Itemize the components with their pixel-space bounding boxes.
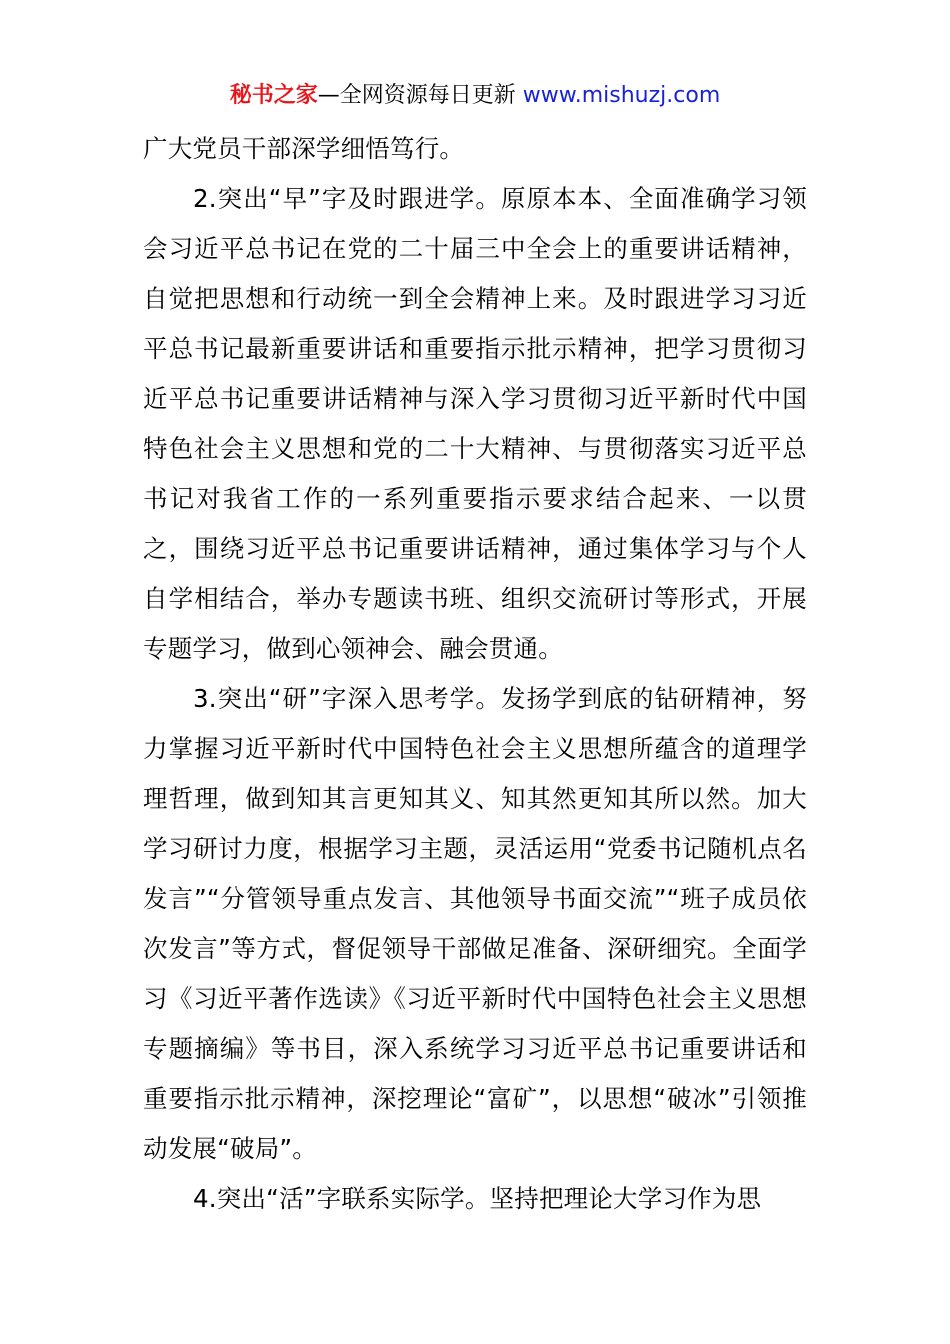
- site-header: [0, 80, 950, 112]
- paragraph-item-4: 4.突出“活”字联系实际学。坚持把理论大学习作为思: [193, 1184, 762, 1213]
- paragraph-continued: 广大党员干部深学细悟笃行。: [143, 134, 465, 163]
- site-url-link[interactable]: www.mishuzj.com: [522, 83, 721, 108]
- paragraph-item-3: 3.突出“研”字深入思考学。发扬学到底的钻研精神，努力掌握习近平新时代中国特色社会主义思想所蕴含的道理学理哲理，做到知其言更知其义、知其然更知其所以然。加大学习研讨力度，根据学习主题，灵活运用“党委书记随机点名发言”“分管领导重点发言、其他领导书面交流”“班子成员依次发言”等方式，督促领导干部做足准备、深研细究。全面学习《习近平著作选读》《习近平新时代中国特色社会主义思想专题摘编》等书目，深入系统学习习近平总书记重要讲话和重要指示批示精神，深挖理论“富矿”，以思想“破冰”引领推动发展“破局”。: [143, 684, 807, 1163]
- brand-name: 秘书之家: [229, 83, 318, 108]
- paragraph-item-2: 2.突出“早”字及时跟进学。原原本本、全面准确学习领会习近平总书记在党的二十届三中全会上的重要讲话精神，自觉把思想和行动统一到全会精神上来。及时跟进学习习近平总书记最新重要讲话和重要指示批示精神，把学习贯彻习近平总书记重要讲话精神与深入学习贯彻习近平新时代中国特色社会主义思想和党的二十大精神、与贯彻落实习近平总书记对我省工作的一系列重要指示要求结合起来、一以贯之，围绕习近平总书记重要讲话精神，通过集体学习与个人自学相结合，举办专题读书班、组织交流研讨等形式，开展专题学习，做到心领神会、融会贯通。: [143, 184, 807, 663]
- header-tagline: —全网资源每日更新: [317, 83, 523, 108]
- document-body: [143, 124, 807, 1224]
